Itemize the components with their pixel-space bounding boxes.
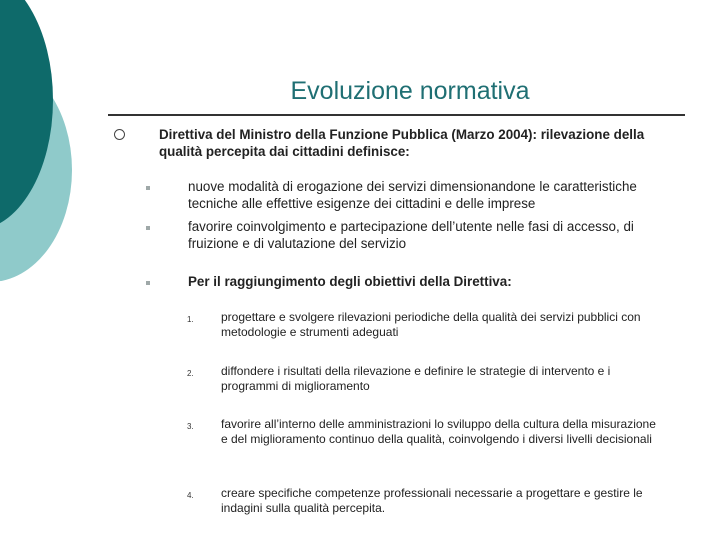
square-bullet-icon [146, 186, 150, 190]
intro-text: Direttiva del Ministro della Funzione Pubblica (Marzo 2004): rilevazione della qualità percepita dai cittadini definisce: [159, 127, 645, 159]
circle-bullet-icon [114, 129, 125, 140]
title-divider [108, 114, 685, 116]
square-bullet-icon [146, 281, 150, 285]
bullet-item-heading: Per il raggiungimento degli obiettivi della Direttiva: [188, 274, 512, 289]
bullet-item: nuove modalità di erogazione dei servizi dimensionandone le caratteristiche tecniche alle effettive esigenze dei cittadini e delle imprese [188, 179, 637, 211]
decorative-circles [0, 0, 90, 300]
bullet-item: favorire coinvolgimento e partecipazione dell’utente nelle fasi di accesso, di fruizione e di valutazione del servizio [188, 219, 634, 251]
numbered-item: progettare e svolgere rilevazioni periodiche della qualità dei servizi pubblici con metodologie e strumenti adeguati [221, 310, 641, 339]
list-number: 3. [187, 422, 194, 431]
numbered-item: diffondere i risultati della rilevazione e definire le strategie di intervento e i programmi di miglioramento [221, 364, 611, 393]
list-number: 4. [187, 491, 194, 500]
list-number: 1. [187, 315, 194, 324]
numbered-item: favorire all’interno delle amministrazioni lo sviluppo della cultura della misurazione e del miglioramento continuo della qualità, coinvolgendo i diversi livelli decisionali [221, 417, 656, 446]
list-number: 2. [187, 369, 194, 378]
slide-title: Evoluzione normativa [290, 77, 530, 105]
numbered-item: creare specifiche competenze professionali necessarie a progettare e gestire le indagini sulla qualità percepita. [221, 486, 643, 515]
square-bullet-icon [146, 226, 150, 230]
